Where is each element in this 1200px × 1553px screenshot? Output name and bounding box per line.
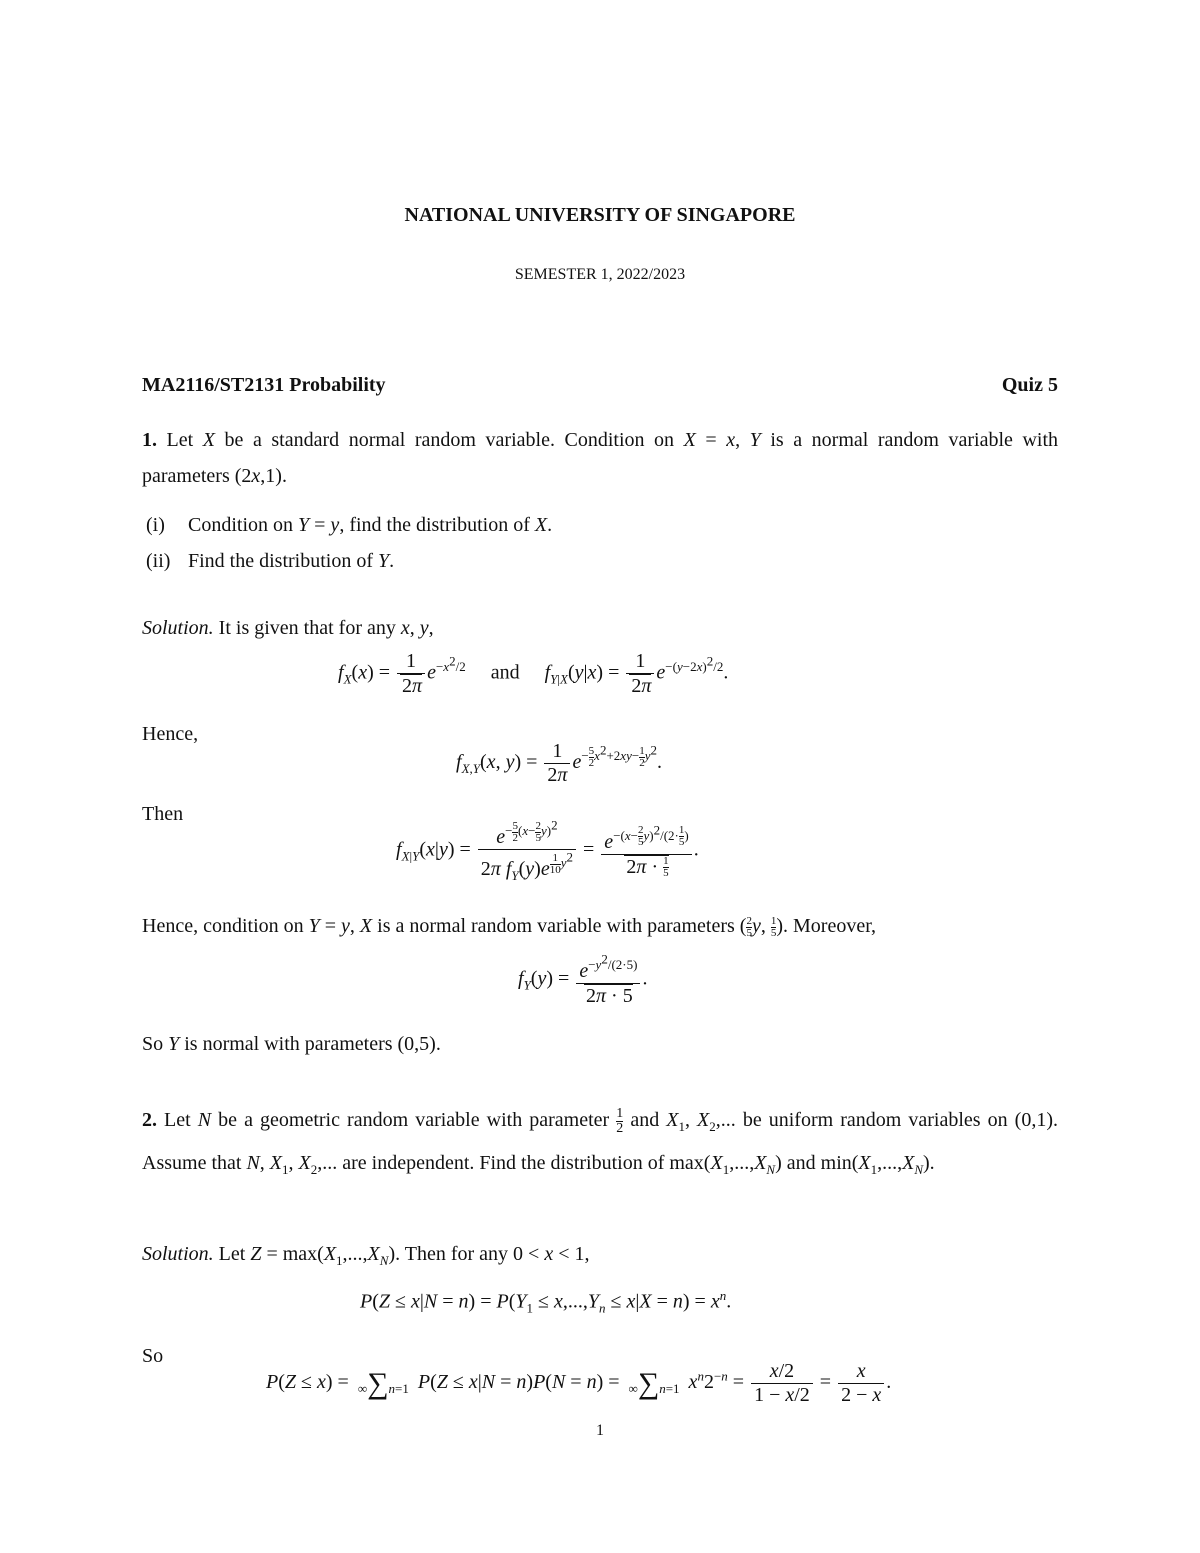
equation-marginal-y: $f_Y(y)$ = $\frac{e^{-y^2/(2\cdot 5)}}{2\pi \cdot 5}$ . [518, 952, 648, 1007]
semester-heading: SEMESTER 1, 2022/2023 [514, 266, 686, 283]
question-1-part-i: (i) Condition on Y = y, find the distribution of X. [146, 514, 553, 536]
equation-conditional-max: $P(Z \le x|N = n) = P(Y_1 \le x,...,Y_n \le x|X = n) = x^n$. [360, 1288, 732, 1316]
hence-label: Hence, [142, 723, 199, 745]
question-1-part-ii: (ii) Find the distribution of Y. [146, 550, 395, 572]
solution-1-conclusion: Hence, condition on Y = y, X is a normal random variable with parameters ( $\frac{2}{5}$ y, $\frac{1}{5}$ ). Moreover, [142, 914, 877, 939]
solution-1-label: Solution. [142, 617, 214, 639]
solution-2-label: Solution. [142, 1243, 214, 1265]
solution-2-intro: Solution. Let $Z = \max(X_1,...,X_N)$. Then for any 0 < x < 1, [142, 1243, 590, 1268]
question-1: 1. Let X be a standard normal random variable. Condition on X = x, Y is a normal random variable with parameters (2x,1). [142, 429, 1059, 487]
equation-distribution-max: P(Z ≤ x) = ∞∑n=1 P(Z ≤ x|N = n)P(N = n) = ∞∑n=1 $x^n2^{-n}$ = $\frac{x/2}{1 - x/2}$ = $\frac{x}{2 - x}$ . [266, 1360, 892, 1406]
equation-marginal-conditional: $f_X(x)$ = $\frac{1}{2\pi}$ $e^{-x^2/2}$ and $f_{Y|X}(y|x)$ = $\frac{1}{2\pi}$ $e^{-(y-2x)^2/2}$. [338, 650, 729, 697]
solution-1-intro: Solution. It is given that for any x, y, [142, 617, 434, 639]
equation-conditional: $f_{X|Y}(x|y)$ = $e^{- \frac{5}{2} (x- \frac{2}{5} y)^2}$ 2π $f_Y(y)e$ $^{\frac{1}{10} y^2}$ = $e^{-(x- \frac{2}{5} y)^2/(2\cdot \frac{1}{5} )}$ 2π · $\frac{1}{5}$ . [396, 818, 699, 883]
university-heading: NATIONAL UNIVERSITY OF SINGAPORE [404, 204, 796, 226]
then-label: Then [142, 803, 184, 825]
so-label: So [142, 1345, 164, 1367]
question-1-number: 1. [142, 429, 157, 451]
question-2: 2. Let N be a geometric random variable with parameter $\frac{1}{2}$ and $X_1$, $X_2$,... be uniform random variables on (0,1). Assume that N, $X_1$, $X_2$,... are independent. Find the distribution of $\max(X_1,...,X_N)$ and $\min(X_1,...,X_N)$. [142, 1105, 1059, 1177]
page-number: 1 [596, 1422, 604, 1439]
equation-joint: $f_{X,Y}(x$, y) = $\frac{1}{2\pi}$ $e^{- \frac{5}{2} x^2+2xy- \frac{1}{2} y^2}$. [456, 740, 662, 786]
course-title: MA2116/ST2131 Probability [142, 374, 386, 396]
question-2-number: 2. [142, 1109, 157, 1131]
quiz-title: Quiz 5 [1001, 374, 1058, 396]
solution-1-final: So Y is normal with parameters (0,5). [142, 1033, 441, 1055]
